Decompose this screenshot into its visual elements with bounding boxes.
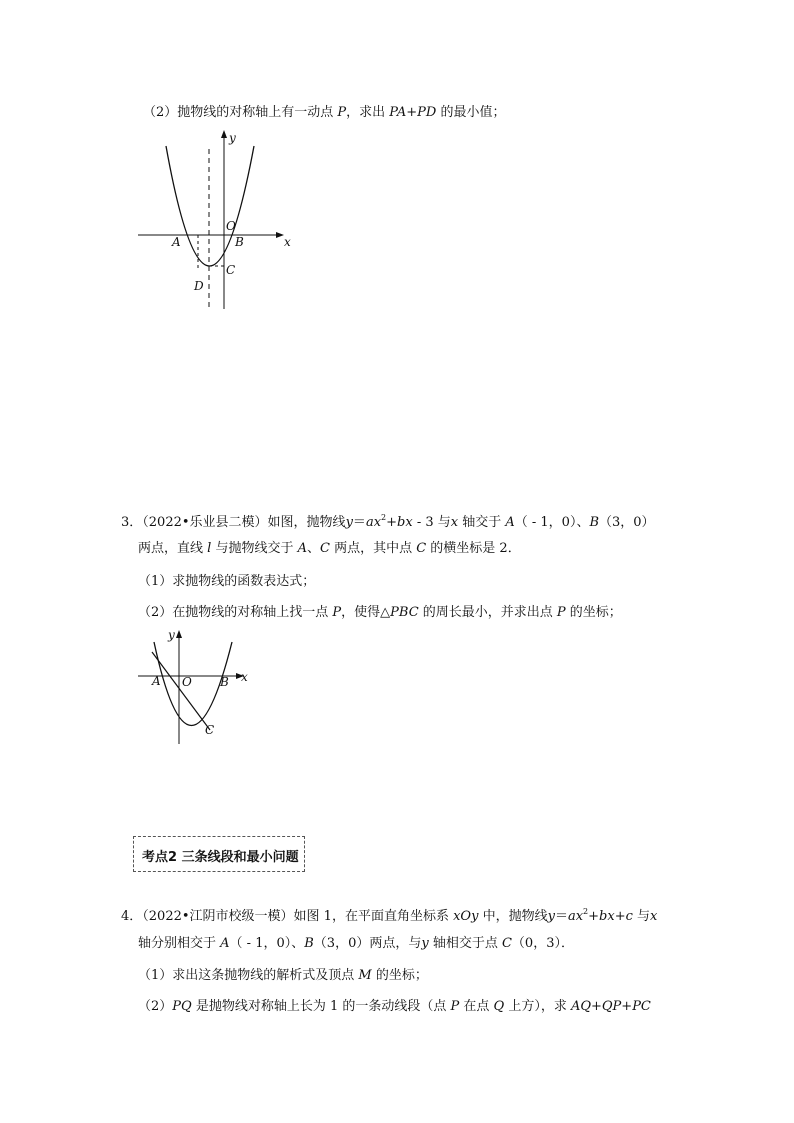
- q2-part2: （2）抛物线的对称轴上有一动点 P，求出 PA+PD 的最小值；: [143, 105, 506, 120]
- line-l: [152, 652, 210, 730]
- label-x: x: [241, 670, 248, 684]
- q4-part1: （1）求出这条抛物线的解析式及顶点 M 的坐标；: [138, 968, 428, 983]
- q3-part2: （2）在抛物线的对称轴上找一点 P，使得△PBC 的周长最小，并求出点 P 的坐标；: [138, 605, 622, 620]
- label-c: C: [205, 723, 215, 737]
- label-c: C: [226, 263, 236, 277]
- y-axis-arrow: [176, 630, 182, 638]
- q4-line1: 4．（2022•江阴市校级一模）如图 1，在平面直角坐标系 xOy 中，抛物线$y=ax^2+bx+c$ 与x: [121, 907, 658, 924]
- q3-line2: 两点，直线 l 与抛物线交于 A、C 两点，其中点 C 的横坐标是 2．: [138, 541, 521, 556]
- label-x: x: [284, 235, 291, 249]
- label-y: y: [168, 628, 175, 642]
- label-b: B: [220, 675, 229, 689]
- q3-parabola-figure: [132, 624, 262, 754]
- q2-parabola-figure: [132, 124, 302, 314]
- x-axis-arrow: [276, 232, 284, 238]
- label-a: A: [152, 674, 161, 688]
- q3-line1: 3．（2022•乐业县二模）如图，抛物线$y=ax^2+bx - 3$ 与x 轴交于 A（ - 1，0）、B（3，0）: [121, 513, 655, 530]
- label-a: A: [172, 235, 181, 249]
- label-o: O: [182, 675, 192, 689]
- label-b: B: [235, 235, 244, 249]
- q4-line2: 轴分别相交于 A（ - 1，0）、B（3，0）两点，与y 轴相交于点 C（0，3）．: [138, 936, 574, 951]
- label-o: O: [226, 219, 236, 233]
- y-axis-arrow: [221, 130, 227, 138]
- q4-part2: （2）PQ 是抛物线对称轴上长为 1 的一条动线段（点 P 在点 Q 上方），求 AQ+QP+PC: [138, 999, 651, 1014]
- label-y: y: [229, 131, 236, 145]
- section-label: 考点2 三条线段和最小问题: [142, 850, 299, 865]
- label-d: D: [194, 279, 204, 293]
- q3-part1: （1）求抛物线的函数表达式；: [138, 574, 316, 589]
- section-label-box: [133, 836, 305, 872]
